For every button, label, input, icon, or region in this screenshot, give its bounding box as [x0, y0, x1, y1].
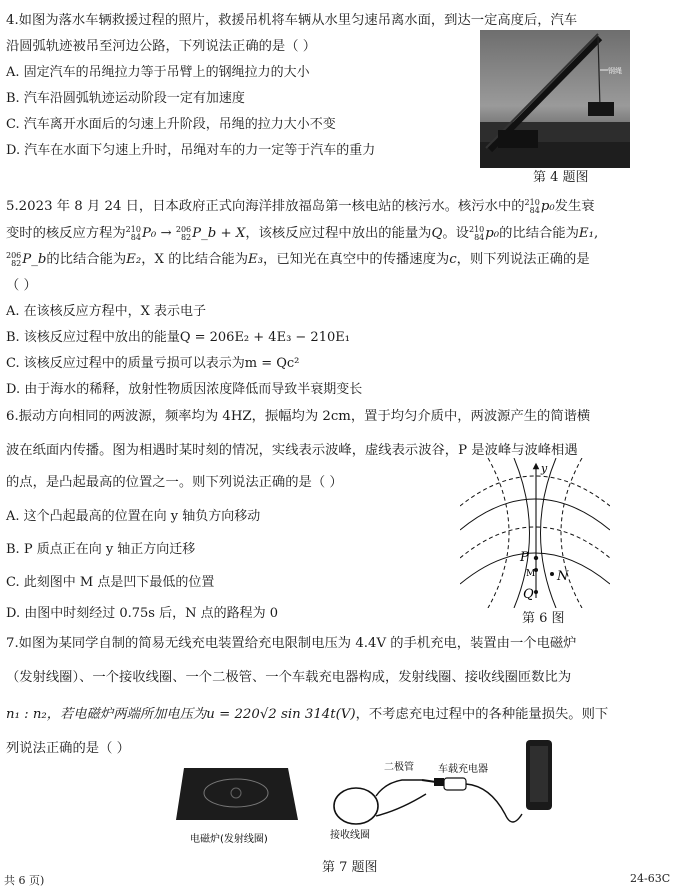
q7-stem-line2: （发射线圈）、一个接收线圈、一个二极管、一个车载充电器构成，发射线圈、接收线圈匝数比为: [6, 670, 572, 685]
q6-point-m-label: M: [526, 569, 536, 579]
page-footer-left: 共 6 页): [4, 874, 45, 887]
q5-line1b: 发生衰: [554, 199, 595, 214]
q6-point-p-label: P: [520, 550, 529, 565]
q6-option-a: A. 这个凸起最高的位置在向 y 轴负方向移动: [6, 509, 261, 524]
q5-option-c: C. 该核反应过程中的质量亏损可以表示为m = Qc²: [6, 356, 300, 371]
q5-p0-symbol: p₀: [540, 199, 555, 214]
q7-cooker-label: 电磁炉(发射线圈): [190, 834, 268, 845]
q5-stem-line2: 变时的核反应方程为 210 84 P₀ → 206 82 P_b + X，该核反应过程中放出的能量为Q。设 210 84 p₀的比结合能为E₁,: [6, 224, 599, 242]
q7-figure-caption: 第 7 题图: [322, 860, 378, 875]
q5-po-nuclide: 210 84: [524, 197, 540, 215]
page-footer-right: 24-63C: [630, 872, 671, 885]
q4-photo-label: 钢绳: [608, 67, 622, 75]
q7-coil-label: 接收线圈: [330, 830, 370, 841]
q5-option-a: A. 在该核反应方程中，X 表示电子: [6, 304, 207, 319]
q7-charger-label: 车载充电器: [438, 764, 488, 775]
q6-option-c: C. 此刻图中 M 点是凹下最低的位置: [6, 575, 215, 590]
q5-option-d: D. 由于海水的稀释，放射性物质因浓度降低而导致半衰期变长: [6, 382, 363, 397]
q7-stem-line4: 列说法正确的是（ ）: [6, 741, 130, 756]
q4-option-d: D. 汽车在水面下匀速上升时，吊绳对车的力一定等于汽车的重力: [6, 143, 376, 158]
q7-stem-line3: n₁ : n₂，若电磁炉两端所加电压为u = 220√2 sin 314t(V)，不考虑充电过程中的各种能量损失。则下: [6, 707, 609, 722]
q5-stem-line1: [6, 198, 595, 216]
q6-stem-line2: 波在纸面内传播。图为相遇时某时刻的情况，实线表示波峰，虚线表示波谷，P 是波峰与波峰相遇: [6, 443, 578, 458]
q7-voltage-formula: u = 220√2 sin 314t(V): [206, 707, 356, 722]
q4-option-b: B. 汽车沿圆弧轨迹运动阶段一定有加速度: [6, 91, 245, 106]
q4-option-a: A. 固定汽车的吊绳拉力等于吊臂上的钢绳拉力的大小: [6, 65, 310, 80]
q6-stem-line1: 6.振动方向相同的两波源，频率均为 4HZ，振幅均为 2cm，置于均匀介质中，两波源产生的简谐横: [6, 409, 591, 424]
q5-line1a: 5.2023 年 8 月 24 日，日本政府正式向海洋排放福岛第一核电站的核污水。核污水中的: [6, 199, 525, 214]
q4-option-c: C. 汽车离开水面后的匀速上升阶段，吊绳的拉力大小不变: [6, 117, 336, 132]
q5-stem-line3: 206 82 P_b的比结合能为E₂，X 的比结合能为E₃，已知光在真空中的传播速度为c，则下列说法正确的是: [6, 250, 590, 268]
q4-stem-line2: 沿圆弧轨迹被吊至河边公路，下列说法正确的是（ ）: [6, 39, 317, 54]
q6-option-d: D. 由图中时刻经过 0.75s 后，N 点的路程为 0: [6, 606, 279, 621]
q4-crane-photo: [480, 30, 630, 168]
q5-stem-line4: （ ）: [6, 278, 37, 293]
q6-wave-interference-diagram: [460, 458, 610, 608]
q7-stem-line1: 7.如图为某同学自制的简易无线充电装置给充电限制电压为 4.4V 的手机充电，装置由一个电磁炉: [6, 636, 577, 651]
q7-wireless-charger-figure: [170, 738, 570, 848]
q6-point-q-label: Q: [523, 587, 534, 602]
q6-point-n-label: N: [557, 569, 569, 584]
q4-stem-line1: 4.如图为落水车辆救援过程的照片，救援吊机将车辆从水里匀速吊离水面，到达一定高度后，汽车: [6, 13, 578, 28]
q6-stem-line3: 的点，是凸起最高的位置之一。则下列说法正确的是（ ）: [6, 475, 343, 490]
q7-diode-label: 二极管: [384, 762, 414, 773]
q4-figure-caption: 第 4 题图: [533, 170, 589, 185]
q5-option-b: B. 该核反应过程中放出的能量Q = 206E₂ + 4E₃ − 210E₁: [6, 330, 350, 345]
q6-figure-caption: 第 6 图: [522, 611, 565, 626]
q6-y-axis-label: y: [541, 462, 548, 475]
q6-option-b: B. P 质点正在向 y 轴正方向迁移: [6, 542, 196, 557]
